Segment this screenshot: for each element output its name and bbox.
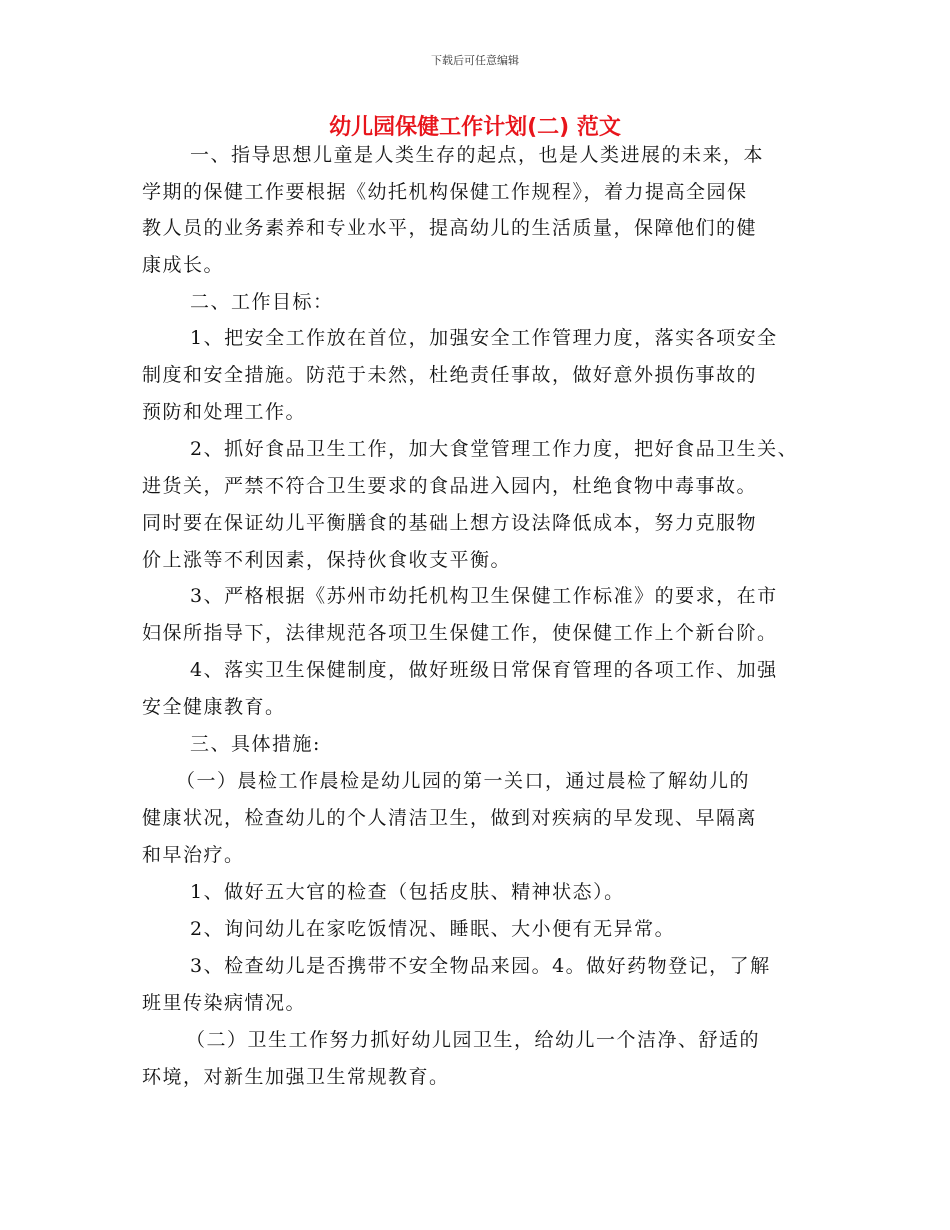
paragraph-line: 同时要在保证幼儿平衡膳食的基础上想方设法降低成本，努力克服物 [142, 512, 758, 534]
paragraph-line: 健康状况，检查幼儿的个人清洁卫生，做到对疾病的早发现、早隔离 [142, 807, 758, 829]
paragraph-line: 妇保所指导下，法律规范各项卫生保健工作，使保健工作上个新台阶。 [142, 622, 778, 644]
paragraph-line: 2、询问幼儿在家吃饭情况、睡眠、大小便有无异常。 [190, 918, 676, 940]
paragraph-line: 预防和处理工作。 [142, 401, 307, 423]
paragraph-line: 1、做好五大官的检查（包括皮肤、精神状态）。 [190, 881, 625, 903]
paragraph-line: 教人员的业务素养和专业水平，提高幼儿的生活质量，保障他们的健 [142, 217, 758, 239]
paragraph-line: 班里传染病情况。 [142, 992, 307, 1014]
paragraph-line: 价上涨等不利因素，保持伙食收支平衡。 [142, 549, 512, 571]
paragraph-line: 安全健康教育。 [142, 696, 286, 718]
paragraph-line: 和早治疗。 [142, 844, 245, 866]
paragraph-line: 1、把安全工作放在首位，加强安全工作管理力度，落实各项安全 [190, 327, 778, 349]
paragraph-line: （一）晨检工作晨检是幼儿园的第一关口，通过晨检了解幼儿的 [176, 770, 751, 792]
paragraph-line: 2、抓好食品卫生工作，加大食堂管理工作力度，把好食品卫生关、 [190, 438, 799, 460]
paragraph-line: （二）卫生工作努力抓好幼儿园卫生，给幼儿一个洁净、舒适的 [186, 1029, 761, 1051]
paragraph-line: 3、检查幼儿是否携带不安全物品来园。4。做好药物登记，了解 [190, 955, 771, 977]
paragraph-line: 环境，对新生加强卫生常规教育。 [142, 1066, 450, 1088]
paragraph-line: 4、落实卫生保健制度，做好班级日常保育管理的各项工作、加强 [190, 659, 778, 681]
document-title: 幼儿园保健工作计划(二) 范文 [329, 115, 621, 140]
paragraph-line: 康成长。 [142, 254, 225, 276]
page-header: 下载后可任意编辑 [431, 54, 519, 67]
paragraph-line: 进货关，严禁不符合卫生要求的食品进入园内，杜绝食物中毒事故。 [142, 475, 758, 497]
section-heading: 二、工作目标： [190, 291, 334, 313]
paragraph-line: 学期的保健工作要根据《幼托机构保健工作规程》，着力提高全园保 [142, 181, 748, 203]
paragraph-line: 3、严格根据《苏州市幼托机构卫生保健工作标准》的要求，在市 [190, 585, 778, 607]
paragraph-line: 一、指导思想儿童是人类生存的起点，也是人类进展的未来，本 [190, 144, 765, 166]
section-heading: 三、具体措施: [190, 733, 321, 755]
paragraph-line: 制度和安全措施。防范于未然，杜绝责任事故，做好意外损伤事故的 [142, 364, 758, 386]
